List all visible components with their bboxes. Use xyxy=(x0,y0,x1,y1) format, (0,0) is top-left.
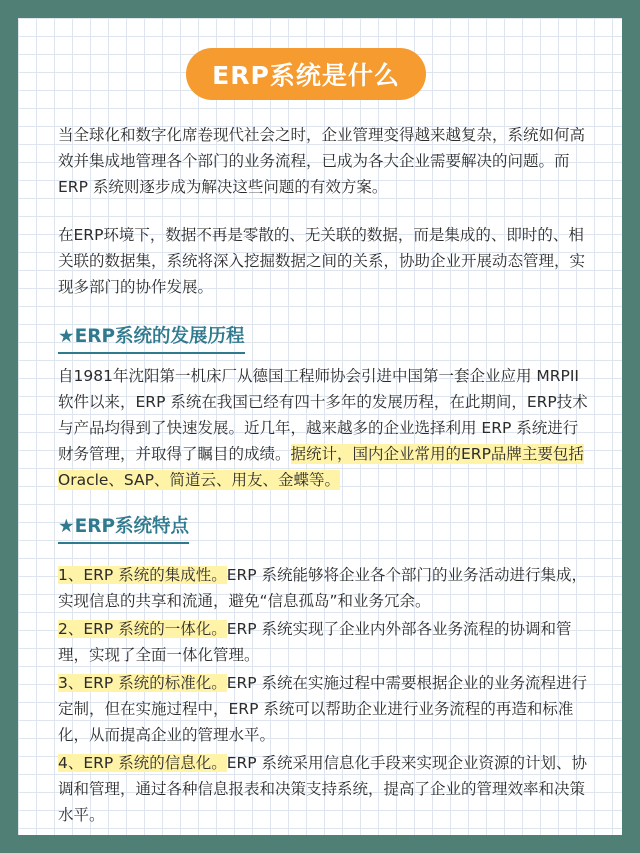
feature-text: ERP 系统在实施过程中需要根据企业的业务流程进行定制，但在实施过程中，ERP 系统可以帮助企业进行业务流程的再造和标准化，从而提高企业的管理水平。 xyxy=(58,674,588,744)
feature-item xyxy=(58,670,588,748)
section-heading-features: ★ERP系统特点 xyxy=(58,512,189,544)
history-highlight: 据统计，国内企业常用的ERP品牌主要包括 Oracle、SAP、简道云、用友、金蝶等。 xyxy=(58,445,584,489)
content-card xyxy=(18,18,622,835)
feature-item xyxy=(58,750,588,828)
history-text: 自1981年沈阳第一机床厂从德国工程师协会引进中国第一套企业应用 MRPII 软件以来，ERP 系统在我国已经有四十多年的发展历程，在此期间，ERP技术与产品均得到了快速发展。近几年，越来越多的企业选择利用 ERP 系统进行财务管理，并取得了瞩目的成绩。 xyxy=(58,367,588,463)
intro-paragraph-1: 当全球化和数字化席卷现代社会之时，企业管理变得越来越复杂，系统如何高效并集成地管理各个部门的业务流程，已成为各大企业需要解决的问题。而 ERP 系统则逐步成为解决这些问题的有效方案。 xyxy=(58,126,586,196)
feature-lead: 1、ERP 系统的集成性。 xyxy=(58,566,227,584)
feature-item xyxy=(58,562,588,614)
feature-item xyxy=(58,616,588,668)
section-heading-history: ★ERP系统的发展历程 xyxy=(58,322,245,354)
feature-lead: 3、ERP 系统的标准化。 xyxy=(58,674,227,692)
feature-lead: 4、ERP 系统的信息化。 xyxy=(58,754,227,772)
feature-lead: 2、ERP 系统的一体化。 xyxy=(58,620,227,638)
feature-text: ERP 系统采用信息化手段来实现企业资源的计划、协调和管理，通过各种信息报表和决策支持系统，提高了企业的管理效率和决策水平。 xyxy=(58,754,588,824)
page-title: ERP系统是什么 xyxy=(186,48,426,100)
intro-paragraph-2: 在ERP环境下，数据不再是零散的、无关联的数据，而是集成的、即时的、相关联的数据集，系统将深入挖掘数据之间的关系，协助企业开展动态管理，实现多部门的协作发展。 xyxy=(58,226,586,296)
feature-text: ERP 系统能够将企业各个部门的业务活动进行集成，实现信息的共享和流通，避免“信息孤岛”和业务冗余。 xyxy=(58,566,588,610)
history-paragraph xyxy=(58,363,588,493)
feature-list xyxy=(58,562,588,830)
feature-text: ERP 系统实现了企业内外部各业务流程的协调和管理，实现了全面一体化管理。 xyxy=(58,620,572,664)
